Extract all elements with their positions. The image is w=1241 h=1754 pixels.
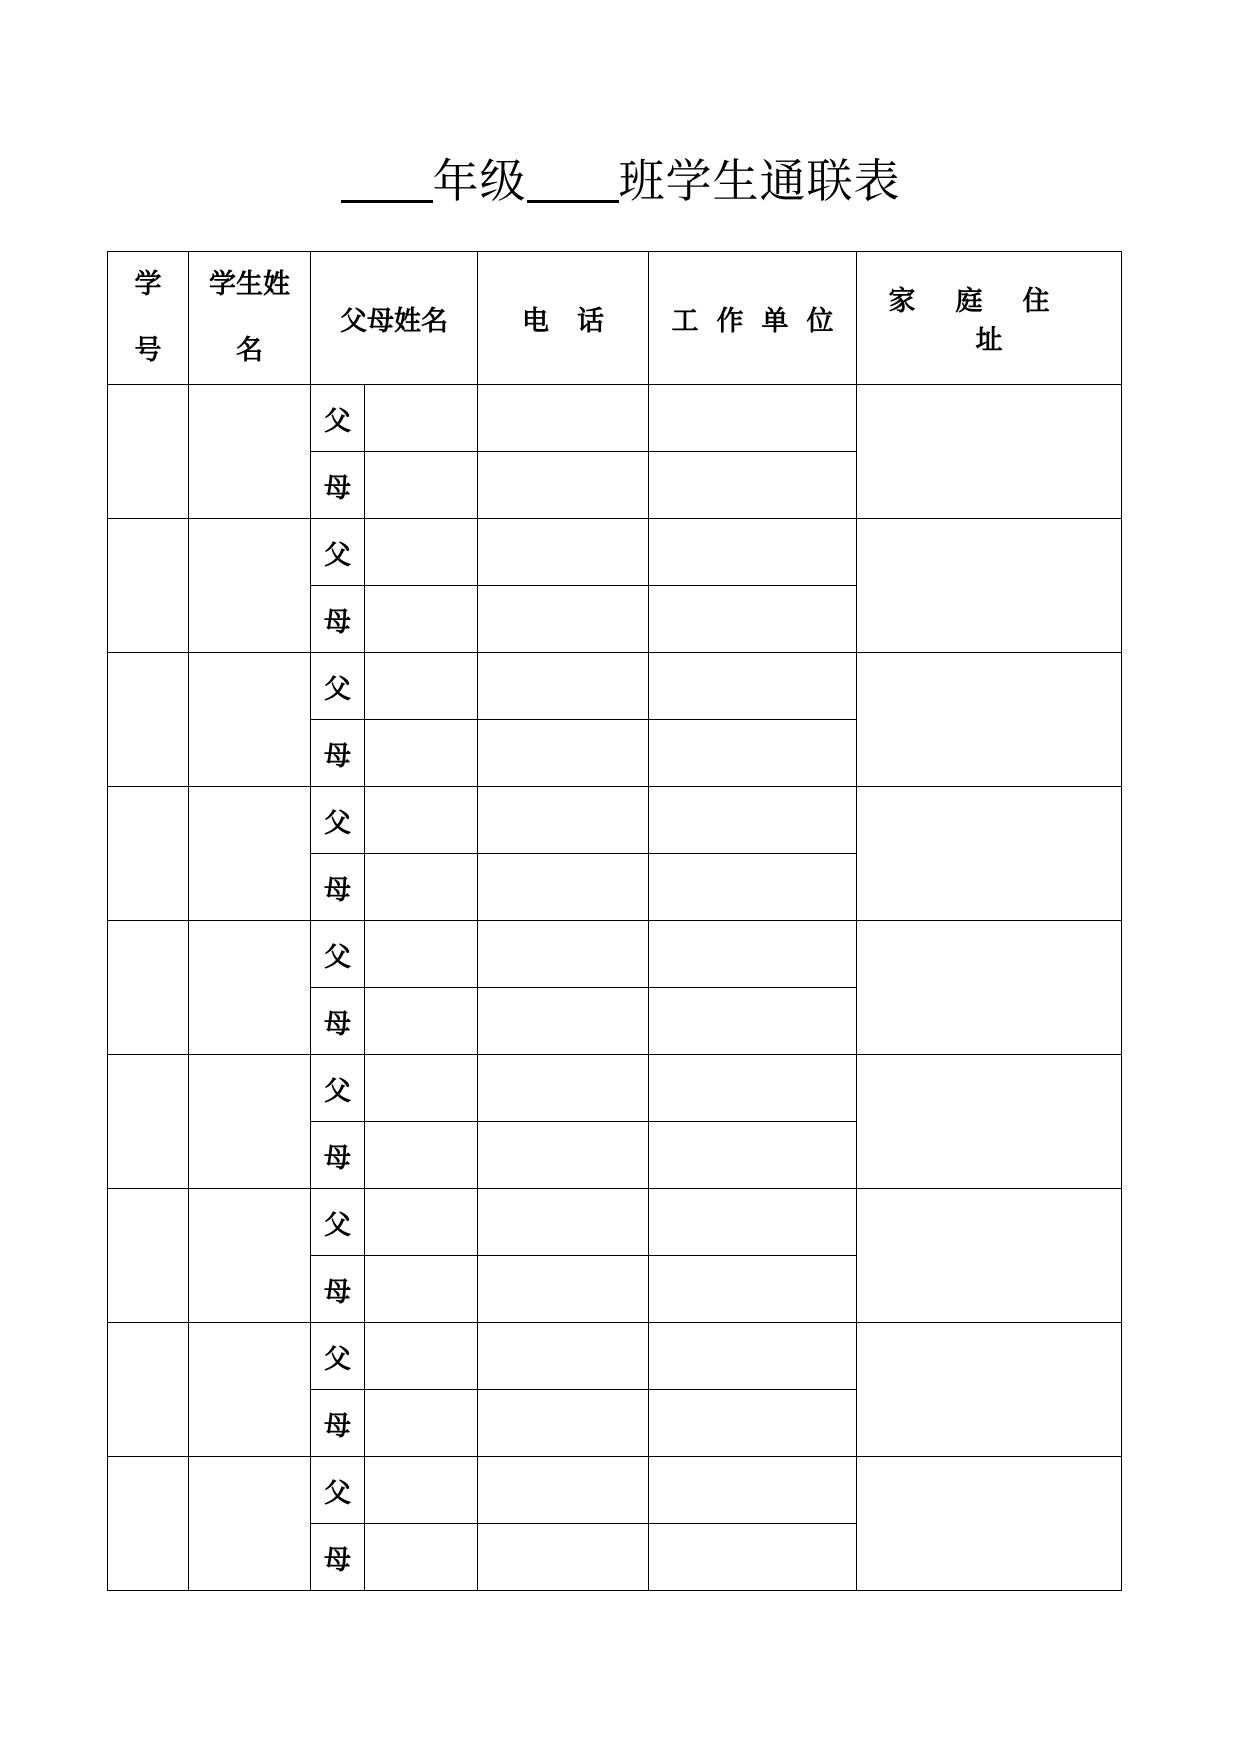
student-id-cell[interactable] <box>108 1055 189 1189</box>
father-label: 父 <box>311 519 365 586</box>
student-id-cell[interactable] <box>108 1323 189 1457</box>
mother-phone-cell[interactable] <box>478 452 649 519</box>
title-rest: 班学生通联表 <box>618 154 901 208</box>
header-student-name-line1: 学生姓 <box>209 269 290 300</box>
grade-blank[interactable] <box>341 150 433 203</box>
address-cell[interactable] <box>857 653 1122 787</box>
mother-workplace-cell[interactable] <box>649 586 857 653</box>
student-name-cell[interactable] <box>189 385 311 519</box>
grade-label: 年级 <box>432 154 527 208</box>
mother-phone-cell[interactable] <box>478 1390 649 1457</box>
address-cell[interactable] <box>857 921 1122 1055</box>
student-name-cell[interactable] <box>189 653 311 787</box>
father-workplace-cell[interactable] <box>649 519 857 586</box>
father-label: 父 <box>311 385 365 452</box>
father-workplace-cell[interactable] <box>649 653 857 720</box>
student-name-cell[interactable] <box>189 1457 311 1591</box>
father-workplace-cell[interactable] <box>649 1055 857 1122</box>
student-id-cell[interactable] <box>108 1457 189 1591</box>
header-student-id <box>108 252 189 385</box>
mother-label: 母 <box>311 854 365 921</box>
mother-label: 母 <box>311 988 365 1055</box>
father-phone-cell[interactable] <box>478 1457 649 1524</box>
mother-workplace-cell[interactable] <box>649 1524 857 1591</box>
mother-workplace-cell[interactable] <box>649 720 857 787</box>
table-row <box>108 921 1122 988</box>
table-row <box>108 385 1122 452</box>
student-id-cell[interactable] <box>108 921 189 1055</box>
address-cell[interactable] <box>857 385 1122 519</box>
table-row <box>108 653 1122 720</box>
header-parent-name <box>311 252 478 385</box>
table-row <box>108 519 1122 586</box>
mother-phone-cell[interactable] <box>478 1256 649 1323</box>
mother-name-cell[interactable] <box>365 1524 478 1591</box>
father-phone-cell[interactable] <box>478 1323 649 1390</box>
father-label: 父 <box>311 787 365 854</box>
father-workplace-cell[interactable] <box>649 787 857 854</box>
mother-workplace-cell[interactable] <box>649 854 857 921</box>
mother-workplace-cell[interactable] <box>649 1122 857 1189</box>
father-workplace-cell[interactable] <box>649 1189 857 1256</box>
father-name-cell[interactable] <box>365 385 478 452</box>
header-address <box>857 252 1122 385</box>
mother-label: 母 <box>311 452 365 519</box>
mother-name-cell[interactable] <box>365 1256 478 1323</box>
father-name-cell[interactable] <box>365 653 478 720</box>
header-workplace <box>649 252 857 385</box>
header-student-name-line2: 名 <box>236 335 263 366</box>
father-label: 父 <box>311 1457 365 1524</box>
father-phone-cell[interactable] <box>478 1189 649 1256</box>
student-name-cell[interactable] <box>189 1189 311 1323</box>
father-phone-cell[interactable] <box>478 519 649 586</box>
mother-label: 母 <box>311 1524 365 1591</box>
father-label: 父 <box>311 1323 365 1390</box>
father-workplace-cell[interactable] <box>649 921 857 988</box>
student-name-cell[interactable] <box>189 1055 311 1189</box>
student-id-cell[interactable] <box>108 1189 189 1323</box>
address-cell[interactable] <box>857 1189 1122 1323</box>
table-row <box>108 787 1122 854</box>
mother-name-cell[interactable] <box>365 1390 478 1457</box>
header-address-label: 家庭住址 <box>888 286 1090 356</box>
student-id-cell[interactable] <box>108 787 189 921</box>
mother-workplace-cell[interactable] <box>649 988 857 1055</box>
student-name-cell[interactable] <box>189 787 311 921</box>
father-label: 父 <box>311 1189 365 1256</box>
mother-phone-cell[interactable] <box>478 720 649 787</box>
father-name-cell[interactable] <box>365 787 478 854</box>
father-name-cell[interactable] <box>365 1055 478 1122</box>
student-name-cell[interactable] <box>189 921 311 1055</box>
mother-workplace-cell[interactable] <box>649 452 857 519</box>
mother-label: 母 <box>311 1390 365 1457</box>
contact-table <box>107 251 1122 1591</box>
father-phone-cell[interactable] <box>478 653 649 720</box>
mother-phone-cell[interactable] <box>478 988 649 1055</box>
header-student-name <box>189 252 311 385</box>
address-cell[interactable] <box>857 1055 1122 1189</box>
student-name-cell[interactable] <box>189 1323 311 1457</box>
student-id-cell[interactable] <box>108 385 189 519</box>
mother-label: 母 <box>311 586 365 653</box>
table-row <box>108 1457 1122 1524</box>
header-student-id-line1: 学 <box>134 269 162 300</box>
student-name-cell[interactable] <box>189 519 311 653</box>
father-workplace-cell[interactable] <box>649 385 857 452</box>
mother-phone-cell[interactable] <box>478 586 649 653</box>
father-name-cell[interactable] <box>365 519 478 586</box>
address-cell[interactable] <box>857 1323 1122 1457</box>
student-id-cell[interactable] <box>108 519 189 653</box>
header-row <box>108 252 1122 385</box>
mother-label: 母 <box>311 1122 365 1189</box>
address-cell[interactable] <box>857 787 1122 921</box>
header-parent-name-label: 父母姓名 <box>340 305 448 337</box>
class-blank[interactable] <box>527 150 619 203</box>
mother-workplace-cell[interactable] <box>649 1390 857 1457</box>
father-phone-cell[interactable] <box>478 1055 649 1122</box>
table-row <box>108 1189 1122 1256</box>
father-name-cell[interactable] <box>365 1323 478 1390</box>
father-phone-cell[interactable] <box>478 787 649 854</box>
mother-label: 母 <box>311 1256 365 1323</box>
father-phone-cell[interactable] <box>478 385 649 452</box>
father-phone-cell[interactable] <box>478 921 649 988</box>
header-workplace-label: 工作单位 <box>671 305 852 337</box>
father-name-cell[interactable] <box>365 1457 478 1524</box>
mother-name-cell[interactable] <box>365 586 478 653</box>
father-name-cell[interactable] <box>365 921 478 988</box>
father-label: 父 <box>311 653 365 720</box>
mother-name-cell[interactable] <box>365 720 478 787</box>
mother-phone-cell[interactable] <box>478 1122 649 1189</box>
father-workplace-cell[interactable] <box>649 1457 857 1524</box>
table-row <box>108 1055 1122 1122</box>
header-phone-label: 电话 <box>522 305 632 337</box>
student-id-cell[interactable] <box>108 653 189 787</box>
mother-label: 母 <box>311 720 365 787</box>
mother-workplace-cell[interactable] <box>649 1256 857 1323</box>
address-cell[interactable] <box>857 1457 1122 1591</box>
father-label: 父 <box>311 921 365 988</box>
mother-name-cell[interactable] <box>365 854 478 921</box>
mother-phone-cell[interactable] <box>478 854 649 921</box>
father-label: 父 <box>311 1055 365 1122</box>
mother-name-cell[interactable] <box>365 452 478 519</box>
mother-name-cell[interactable] <box>365 988 478 1055</box>
header-student-id-line2: 号 <box>134 335 162 366</box>
father-workplace-cell[interactable] <box>649 1323 857 1390</box>
page-title <box>0 150 1241 211</box>
address-cell[interactable] <box>857 519 1122 653</box>
mother-phone-cell[interactable] <box>478 1524 649 1591</box>
header-phone <box>478 252 649 385</box>
table-row <box>108 1323 1122 1390</box>
father-name-cell[interactable] <box>365 1189 478 1256</box>
mother-name-cell[interactable] <box>365 1122 478 1189</box>
